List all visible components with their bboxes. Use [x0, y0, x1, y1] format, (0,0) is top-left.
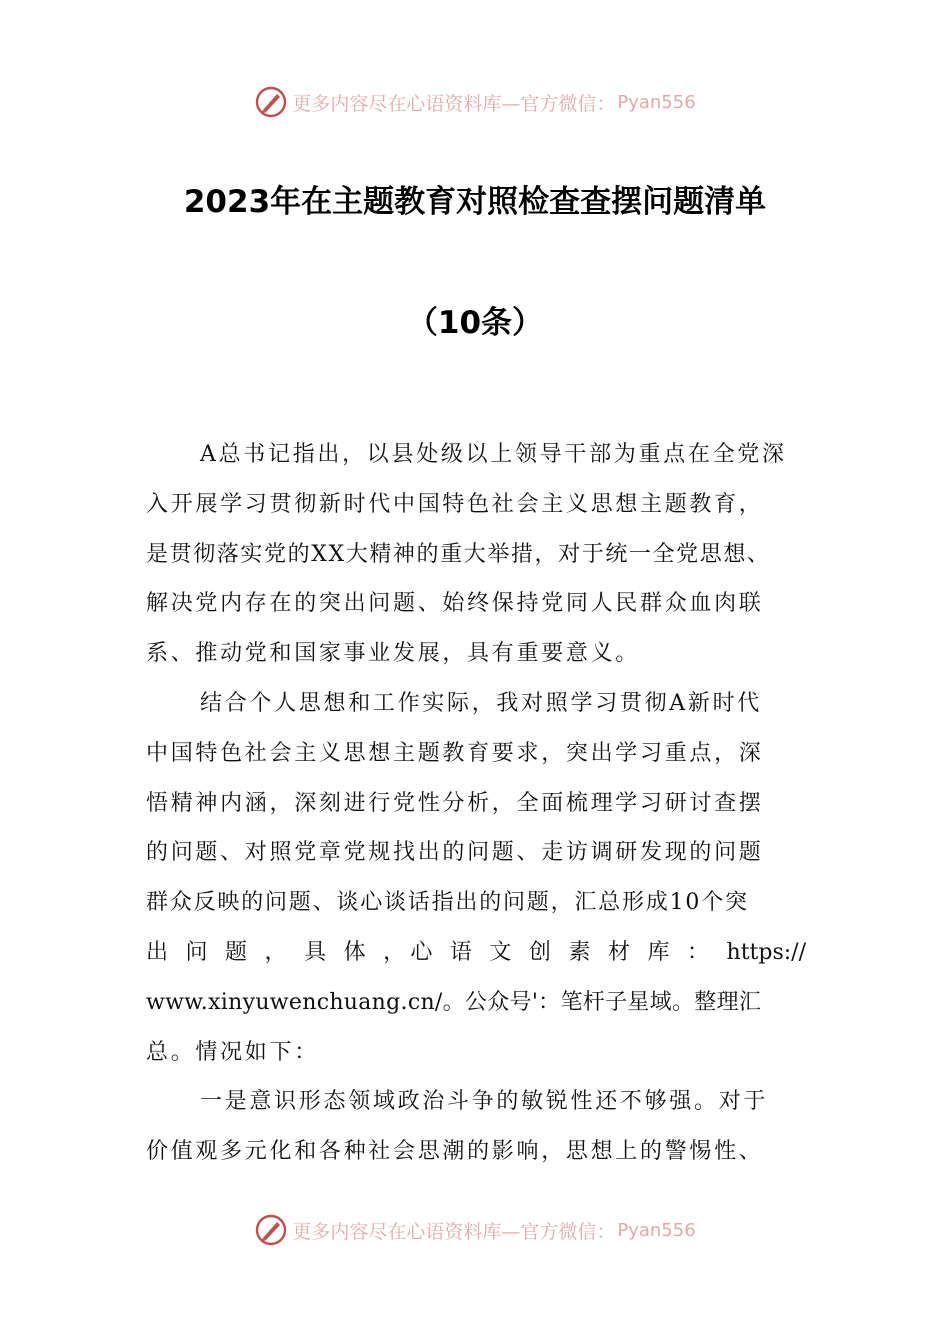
body-line: 中国特色社会主义思想主题教育要求，突出学习重点，深 — [146, 740, 764, 766]
body-line: A总书记指出，以县处级以上领导干部为重点在全党深 — [200, 442, 787, 467]
body-line: 一是意识形态领域政治斗争的敏锐性还不够强。对于 — [200, 1089, 769, 1115]
body-line: 系、推动党和国家事业发展，具有重要意义。 — [146, 641, 641, 667]
body-line: www.xinyuwenchuang.cn/。公众号'：笔杆子星域。整理汇 — [146, 989, 762, 1015]
body-line: 总。情况如下： — [146, 1039, 319, 1065]
body-line: 价值观多元化和各种社会思潮的影响，思想上的警惕性、 — [146, 1139, 764, 1165]
body-line: 悟精神内涵，深刻进行党性分析，全面梳理学习研讨查摆 — [146, 790, 764, 816]
pen-logo-icon — [254, 85, 288, 119]
document-subtitle: （10条） — [406, 305, 544, 341]
document-title: 2023年在主题教育对照检查查摆问题清单 — [183, 184, 767, 220]
watermark-handle: Pyan556 — [617, 1219, 696, 1241]
body-line: 入开展学习贯彻新时代中国特色社会主义思想主题教育， — [146, 491, 764, 517]
body-line: 群众反映的问题、谈心谈话指出的问题，汇总形成10个突 — [146, 890, 749, 916]
header-watermark — [0, 82, 950, 122]
body-line: 的问题、对照党章党规找出的问题、走访调研发现的问题 — [146, 840, 764, 866]
body-line: 结合个人思想和工作实际，我对照学习贯彻A新时代 — [200, 690, 762, 716]
body-line: 出 问 题 ， 具 体 ，心 语 文 创 素 材 库 ： https:// — [146, 939, 806, 965]
pen-logo-icon — [254, 1213, 288, 1247]
watermark-text: 更多内容尽在心语资料库—官方微信： — [292, 92, 616, 115]
footer-watermark — [0, 1210, 950, 1250]
body-line: 是贯彻落实党的XX大精神的重大举措，对于统一全党思想、 — [146, 541, 771, 567]
watermark-handle: Pyan556 — [617, 91, 696, 113]
body-line: 解决党内存在的突出问题、始终保持党同人民群众血肉联 — [146, 591, 764, 617]
document-body — [146, 430, 806, 1177]
watermark-text: 更多内容尽在心语资料库—官方微信： — [292, 1220, 616, 1243]
